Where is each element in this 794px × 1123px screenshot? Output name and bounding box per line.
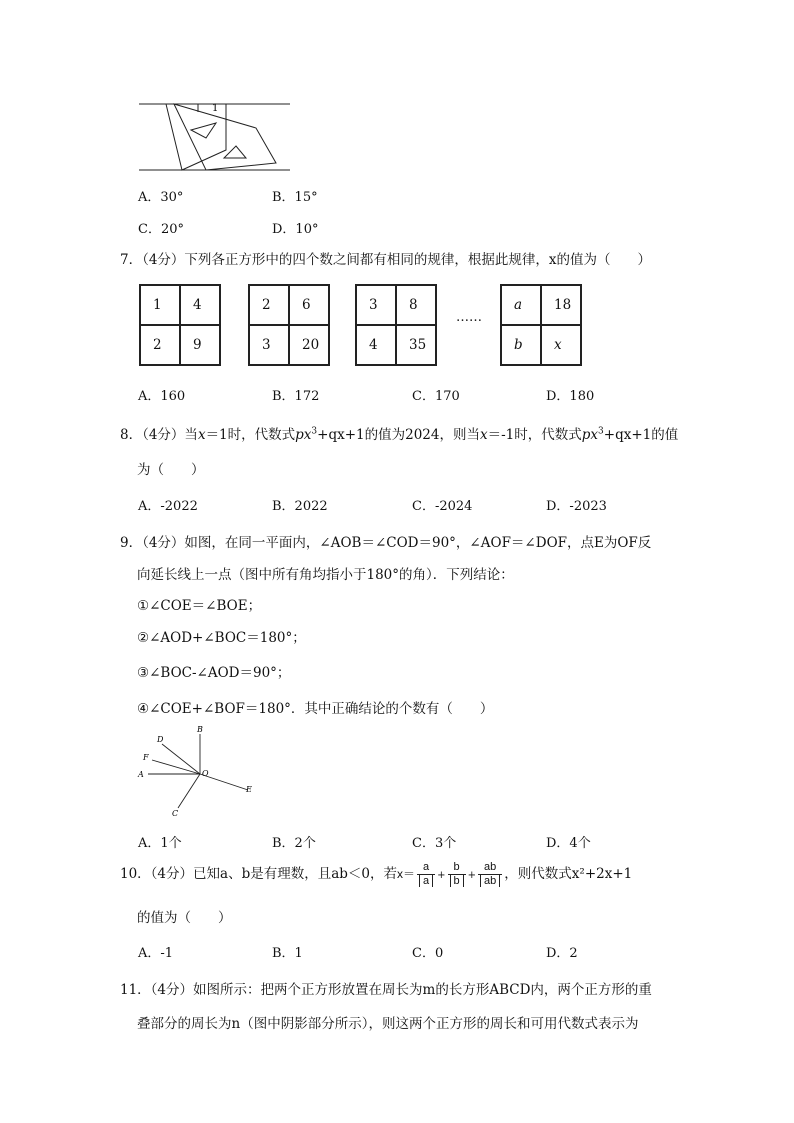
q10-suffix: ，则代数式x²+2x+1 bbox=[504, 866, 633, 882]
q7-s2-cell: 2 bbox=[249, 285, 289, 325]
q11-line2: 叠部分的周长为n（图中阴影部分所示），则这两个正方形的周长和可用代数式表示为 bbox=[137, 1016, 639, 1032]
q7-s1-cell: 1 bbox=[140, 285, 180, 325]
q7-s1-cell: 9 bbox=[180, 325, 220, 365]
q7-square-2 bbox=[248, 284, 330, 366]
q10-f2-den: b bbox=[450, 875, 464, 887]
q8-eq2: ＝-1时，代数式 bbox=[487, 427, 582, 443]
q10-f1-num: a bbox=[417, 861, 435, 875]
q9-label-d: D bbox=[157, 735, 164, 744]
q7-s3-cell: 35 bbox=[396, 325, 436, 365]
q7-option-d[interactable]: D．180 bbox=[546, 389, 595, 404]
q10-option-b[interactable]: B．1 bbox=[272, 946, 303, 961]
q9-conclusion-1: ①∠COE＝∠BOE； bbox=[137, 598, 262, 614]
q7-s2-cell: 3 bbox=[249, 325, 289, 365]
q7-square-3 bbox=[355, 284, 437, 366]
q10-f3-den: ab bbox=[480, 875, 500, 887]
q8-option-c[interactable]: C．-2024 bbox=[412, 499, 473, 514]
q7-option-c[interactable]: C．170 bbox=[412, 389, 460, 404]
q9-option-b[interactable]: B．2个 bbox=[272, 836, 316, 851]
q7-square-1 bbox=[139, 284, 221, 366]
q7-ellipsis: …… bbox=[456, 310, 482, 325]
q8-option-a[interactable]: A．-2022 bbox=[138, 499, 198, 514]
q10-prefix: 10．（4分）已知a、b是有理数，且ab＜0，若 bbox=[120, 866, 397, 882]
q7-stem: 7．（4分）下列各正方形中的四个数之间都有相同的规律，根据此规律，x的值为（ ） bbox=[120, 252, 652, 268]
q9-label-c: C bbox=[172, 809, 179, 818]
q8-expr-p: px bbox=[295, 427, 312, 443]
q9-option-c[interactable]: C．3个 bbox=[412, 836, 457, 851]
q7-s4-cell: 18 bbox=[541, 285, 581, 325]
q8-line1 bbox=[120, 423, 678, 443]
q9-label-e: E bbox=[246, 785, 252, 794]
q7-option-b[interactable]: B．172 bbox=[272, 389, 320, 404]
q8-option-d[interactable]: D．-2023 bbox=[546, 499, 607, 514]
q9-conclusion-2: ②∠AOD+∠BOC＝180°； bbox=[137, 630, 306, 646]
q10-frac-3 bbox=[478, 861, 502, 888]
q8-exp2: 3 bbox=[598, 426, 604, 437]
q8-eq1: ＝1时，代数式 bbox=[205, 427, 296, 443]
q9-option-d[interactable]: D．4个 bbox=[546, 836, 591, 851]
q7-square-4 bbox=[500, 284, 582, 366]
q10-frac-2 bbox=[448, 861, 466, 888]
q7-s3-cell: 3 bbox=[356, 285, 396, 325]
q10-option-c[interactable]: C．0 bbox=[412, 946, 444, 961]
q7-s2-cell: 20 bbox=[289, 325, 329, 365]
q8-line2: 为（ ） bbox=[137, 462, 205, 478]
q8-tail: +qx+1的值 bbox=[603, 427, 679, 443]
q9-line1: 9．（4分）如图，在同一平面内，∠AOB＝∠COD＝90°，∠AOF＝∠DOF，点E为OF反 bbox=[120, 535, 652, 551]
q10-x-eq: x＝ bbox=[397, 867, 416, 881]
q8-var-x: x bbox=[197, 427, 206, 443]
q6-option-d[interactable]: D．10° bbox=[272, 222, 319, 237]
q6-option-c[interactable]: C．20° bbox=[138, 222, 184, 237]
q10-f1-den: a bbox=[419, 875, 433, 887]
q7-option-a[interactable]: A．160 bbox=[138, 389, 186, 404]
q10-plus: + bbox=[437, 870, 446, 881]
q10-frac-1 bbox=[417, 861, 435, 888]
q7-s1-cell: 4 bbox=[180, 285, 220, 325]
q10-line2: 的值为（ ） bbox=[137, 910, 232, 926]
q8-option-b[interactable]: B．2022 bbox=[272, 499, 328, 514]
q8-expr-q: +qx+1的值为2024，则当 bbox=[317, 427, 480, 443]
q7-s4-cell: x bbox=[541, 325, 581, 365]
q7-s2-cell: 6 bbox=[289, 285, 329, 325]
q10-option-d[interactable]: D．2 bbox=[546, 946, 578, 961]
q7-s3-cell: 8 bbox=[396, 285, 436, 325]
q10-option-a[interactable]: A．-1 bbox=[138, 946, 174, 961]
q6-figure bbox=[136, 98, 296, 174]
q7-s4-cell: b bbox=[501, 325, 541, 365]
q9-conclusion-3: ③∠BOC-∠AOD＝90°； bbox=[137, 665, 291, 681]
q8-expr-p2: px bbox=[581, 427, 599, 443]
q8-prefix: 8．（4分）当 bbox=[120, 427, 198, 443]
q10-line1 bbox=[120, 860, 632, 890]
q6-option-a[interactable]: A．30° bbox=[138, 190, 184, 205]
q9-figure bbox=[134, 722, 264, 822]
q7-s1-cell: 2 bbox=[140, 325, 180, 365]
q9-line2: 向延长线上一点（图中所有角均指小于180°的角）．下列结论： bbox=[137, 567, 514, 583]
q10-f2-num: b bbox=[448, 861, 466, 875]
q9-option-a[interactable]: A．1个 bbox=[138, 836, 182, 851]
q8-exp: 3 bbox=[311, 426, 318, 437]
q7-s4-cell: a bbox=[501, 285, 541, 325]
angle-label-1: 1 bbox=[212, 103, 219, 114]
q10-f3-num: ab bbox=[478, 861, 502, 875]
q8-var-x2: x bbox=[479, 427, 488, 443]
q7-s3-cell: 4 bbox=[356, 325, 396, 365]
q9-label-a: A bbox=[138, 770, 144, 779]
q9-conclusion-4: ④∠COE+∠BOF＝180°．其中正确结论的个数有（ ） bbox=[137, 701, 494, 717]
q9-label-o: O bbox=[202, 769, 209, 778]
q11-line1: 11．（4分）如图所示：把两个正方形放置在周长为m的长方形ABCD内，两个正方形的重 bbox=[120, 982, 652, 998]
q10-plus-2: + bbox=[467, 870, 477, 881]
q9-label-b: B bbox=[197, 725, 203, 734]
q6-option-b[interactable]: B．15° bbox=[272, 190, 318, 205]
q9-label-f: F bbox=[143, 753, 149, 762]
